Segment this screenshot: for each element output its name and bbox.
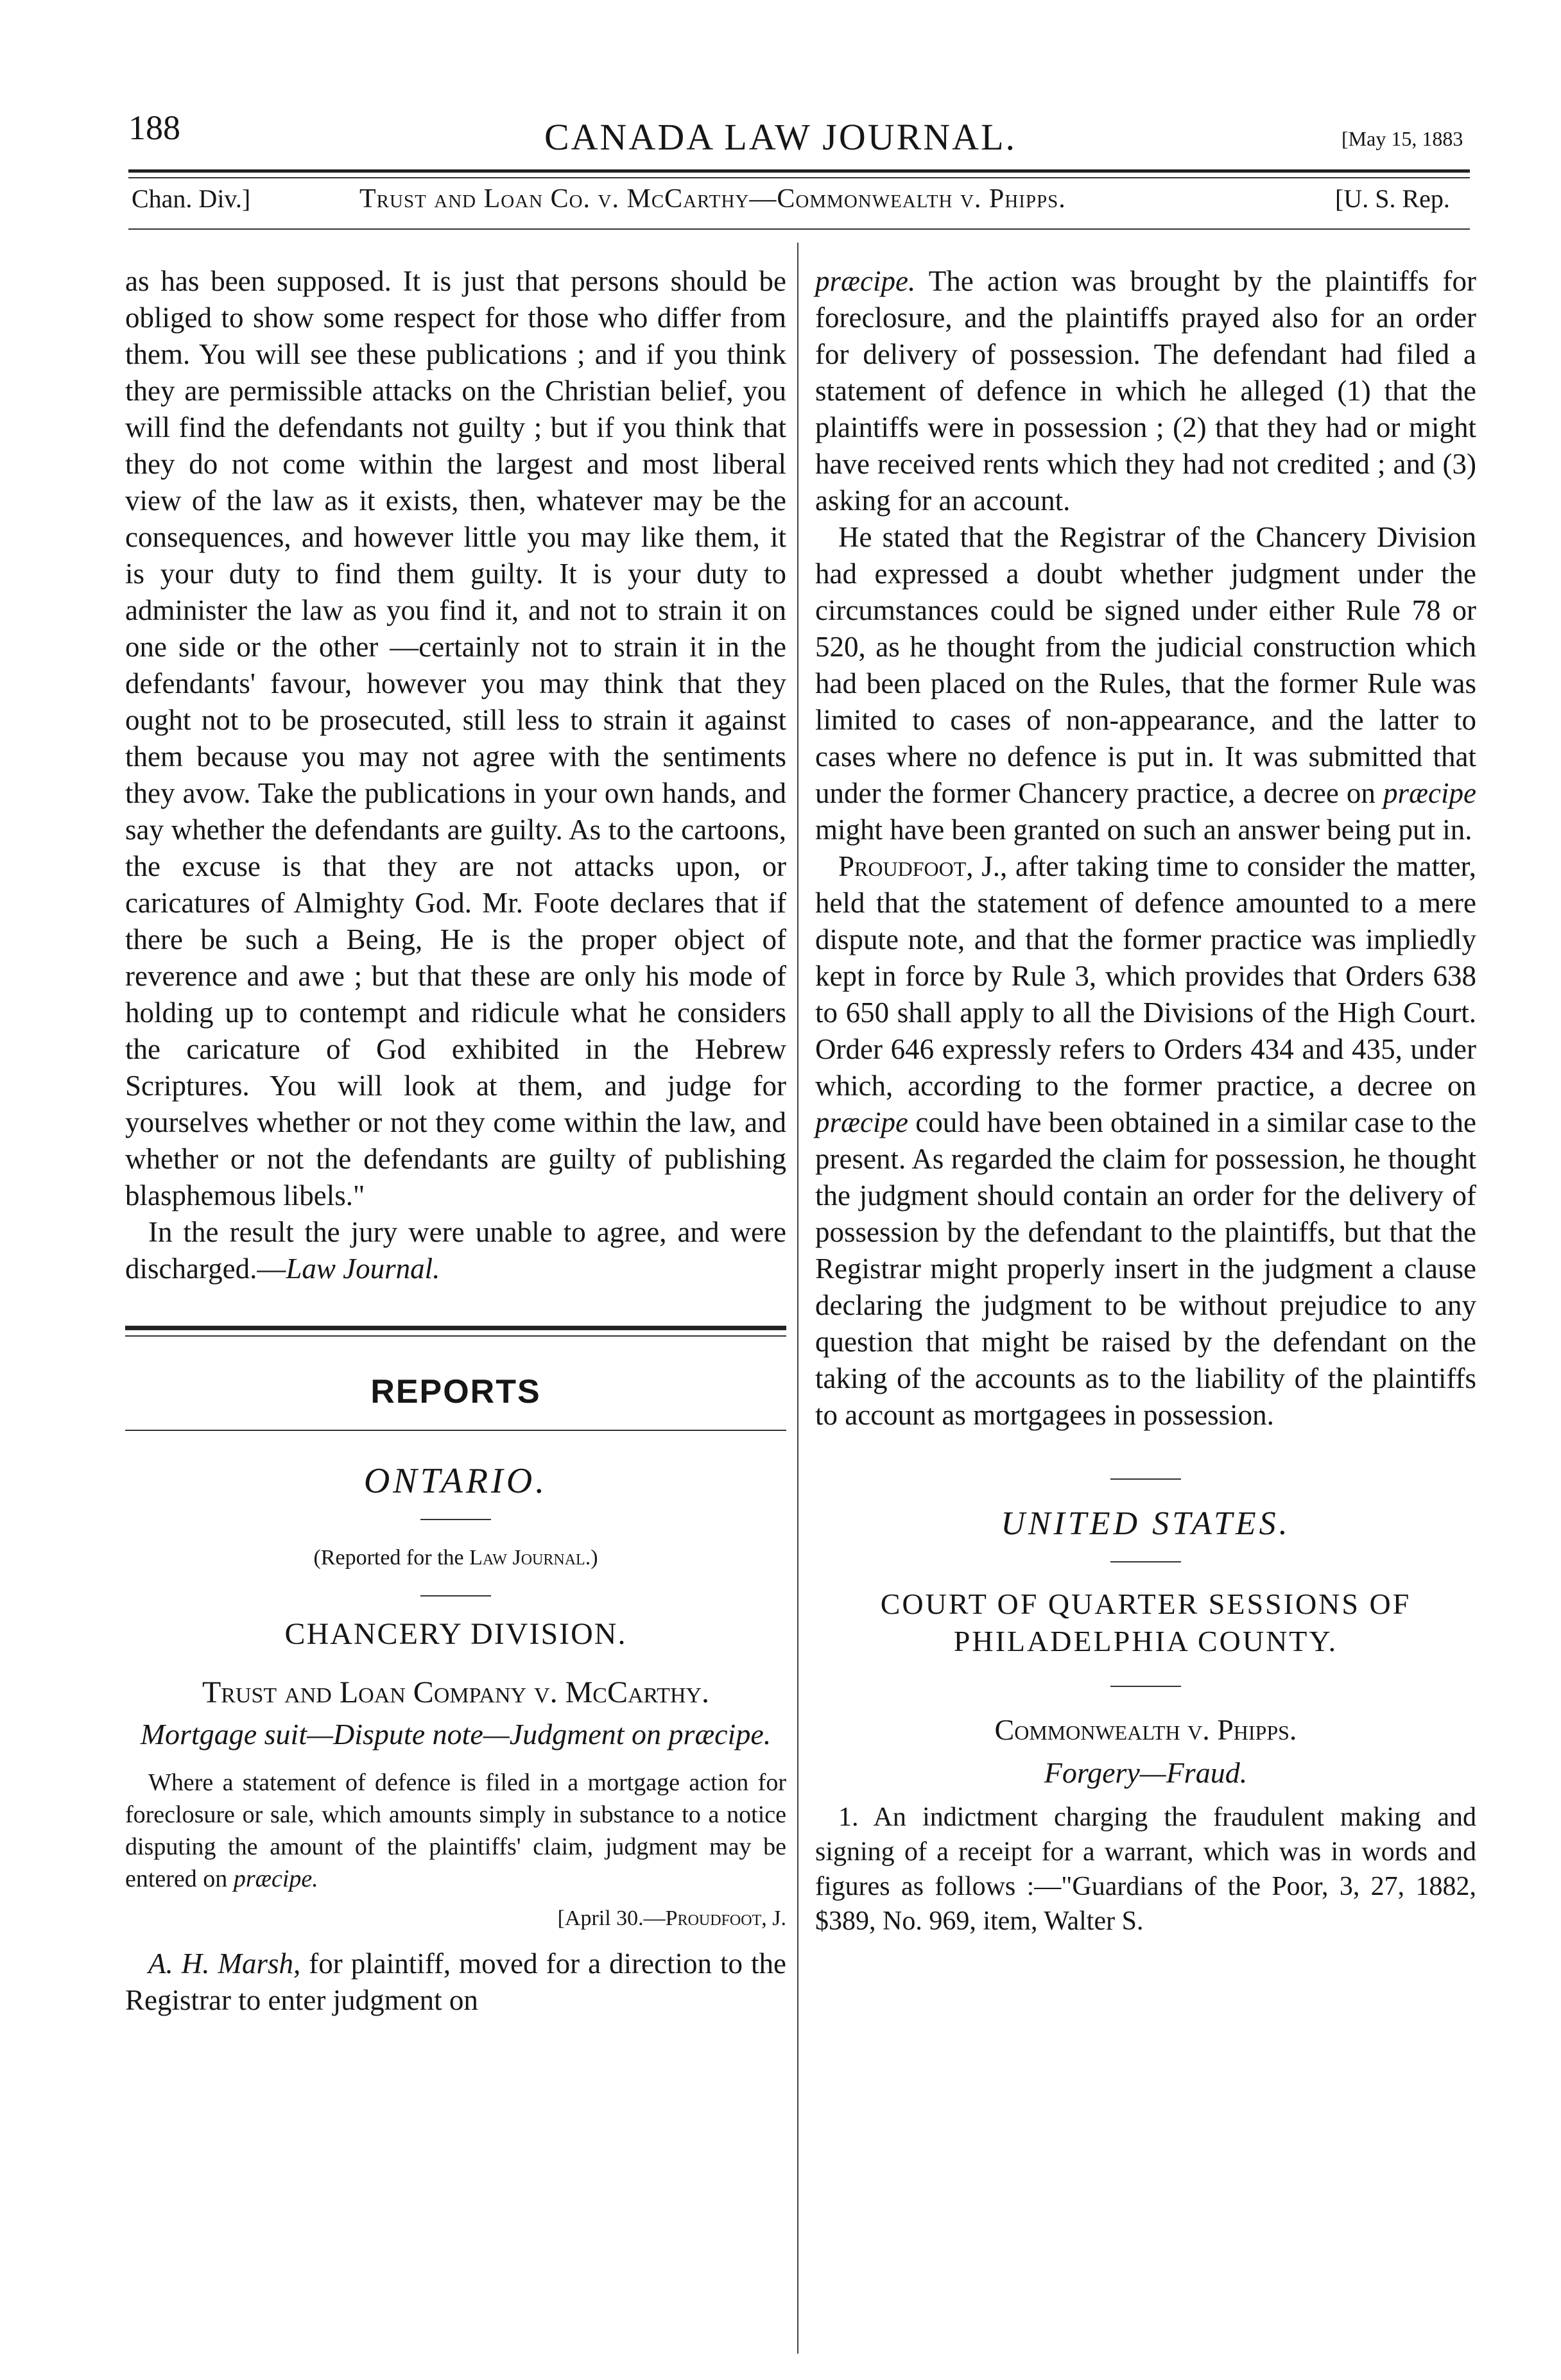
body-paragraph [815,848,1476,1434]
case-subject: Mortgage suit—Dispute note—Judgment on præcipe. [140,1718,772,1751]
short-rule [1110,1478,1181,1480]
right-column [815,263,1476,1939]
section-right: [U. S. Rep. [1335,184,1450,213]
short-rule [1110,1686,1181,1687]
sub-header-rule [128,228,1470,230]
reported-note-pre: (Reported for the [313,1546,470,1570]
paragraph-text: might have been granted on such an answer being put in. [815,814,1472,846]
court-line-1: COURT OF QUARTER SESSIONS OF [880,1588,1411,1620]
decision-date-pre: [April 30.— [557,1906,666,1930]
header-rule-thin [128,177,1470,178]
judge-name: Proudfoot, J., [838,850,1008,882]
short-rule [1110,1561,1181,1562]
headnote [125,1767,786,1895]
decision-judge: Proudfoot [665,1906,762,1930]
body-paragraph: as has been supposed. It is just that persons should be obliged to show some respect for those who differ from them. You will see these publications ; and if you think they are permissible attacks on the Christian belief, you will find the defendants not guilty ; but if you think that they do not come within the largest and most liberal view of the law as it exists, then, whatever may be the consequences, and however little you may like them, it is your duty to find them guilty. It is your duty to administer the law as you find it, and not to strain it on one side or the other —certainly not to strain it in the defendants' favour, however you may think that they ought not to be prosecuted, still less to strain it against them because you may not agree with the sentiments they avow. Take the publications in your own hands, and say whether the defendants are guilty. As to the cartoons, the excuse is that they are not attacks upon, or caricatures of Almighty God. Mr. Foote declares that if there be such a Being, He is the proper object of reverence and awe ; but that these are only his mode of holding up to contempt and ridicule what he considers the caricature of God exhibited in the Hebrew Scriptures. You will look at them, and judge for yourselves whether or not they come within the law, and whether or not the defendants are guilty of publishing blasphemous libels." [125,265,786,1211]
paragraph-text: He stated that the Registrar of the Chancery Division had expressed a doubt whether judgment under the circumstances could be signed under either Rule 78 or 520, as he thought from the judicial construction which had been placed on the Rules, that the former Rule was limited to cases of non-appearance, and the latter to cases where no defence is put in. It was submitted that under the former Chancery practice, a decree on [815,521,1476,809]
paragraph-text: The action was brought by the plaintiffs for foreclosure, and the plaintiffs prayed also for an order for delivery of possession. The defendant had filed a statement of defence in which he alleged (1) that the plaintiffs were in possession ; (2) that they had or might have received rents which they had not credited ; and (3) asking for an account. [815,265,1476,517]
case-name: Trust and Loan Company v. McCarthy. [202,1675,710,1709]
court-line-2: PHILADELPHIA COUNTY. [953,1625,1338,1657]
section-rule-thin [125,1335,786,1337]
body-paragraph [815,519,1476,848]
journal-title: CANADA LAW JOURNAL. [544,116,1017,158]
headnote-text: Where a statement of defence is filed in a mortgage action for foreclosure or sale, which amounts simply in substance to a notice disputing the amount of the plaintiffs' claim, judgment may be entered on [125,1769,786,1892]
paragraph-text: after taking time to consider the matter, held that the statement of defence amounted to a mere dispute note, and that the former practice was impliedly kept in force by Rule 3, which provides that Orders 638 to 650 shall apply to all the Divisions of the High Court. Order 646 expressly refers to Orders 434 and 435, under which, according to the former practice, a decree on [815,850,1476,1102]
header-rule [128,169,1470,173]
page-number: 188 [128,108,180,147]
motion-text: for plaintiff, moved for a direction to the Registrar to enter judgment on [125,1948,787,2016]
section-left: Chan. Div.] [132,184,251,213]
column-divider [797,243,798,2354]
reported-note [125,1539,786,1576]
closing-source: Law Journal. [286,1253,440,1285]
headnote-italic: præcipe. [233,1865,318,1892]
us-heading: UNITED STATES. [1001,1505,1291,1542]
reported-note-post: .) [585,1546,598,1570]
case-subject: Forgery—Fraud. [1044,1756,1248,1789]
paragraph-text: could have been obtained in a similar case to the present. As regarded the claim for possession, he thought the judgment should contain an order for the delivery of possession by the defendant to the plaintiffs, but that the Registrar might properly insert in the judgment a clause declaring the judgment to be without prejudice to any question that might be raised by the defendant on the taking of the accounts as to the liability of the plaintiffs to account as mortgagees in possession. [815,1106,1476,1431]
sub-header [0,184,1561,222]
short-rule [420,1519,491,1520]
spacer [815,1434,1476,1478]
short-rule [420,1595,491,1597]
decision-date-post: , J. [761,1906,786,1930]
closing-text: In the result the jury were unable to agree, and were discharged.— [125,1216,786,1285]
praecipe-italic: præcipe [1383,777,1476,809]
issue-date: [May 15, 1883 [1341,127,1463,150]
decision-date [125,1900,786,1937]
case-name: Commonwealth v. Phipps. [994,1713,1297,1746]
left-column [125,263,786,2019]
case-titles: Trust and Loan Co. v. McCarthy—Commonwealth v. Phipps. [359,184,1066,214]
headnote: 1. An indictment charging the fraudulent making and signing of a receipt for a warrant, which was in words and figures as follows :—"Guardians of the Poor, 3, 27, 1882, $389, No. 969, item, Walter S. [815,1802,1476,1936]
ontario-heading: ONTARIO. [363,1461,548,1501]
motion-paragraph [125,1946,786,2019]
court-heading [815,1586,1476,1660]
counsel-name: A. H. Marsh, [148,1948,301,1980]
section-rule-thick [125,1326,786,1330]
closing-paragraph [125,1214,786,1287]
reports-rule [125,1430,786,1431]
reports-heading: REPORTS [370,1373,541,1410]
reported-note-journal: Law Journal [469,1546,585,1570]
praecipe-italic: præcipe. [815,265,916,297]
running-header [0,108,1561,159]
division-heading: CHANCERY DIVISION. [284,1617,627,1651]
praecipe-italic: præcipe [815,1106,908,1138]
body-paragraph [815,263,1476,519]
